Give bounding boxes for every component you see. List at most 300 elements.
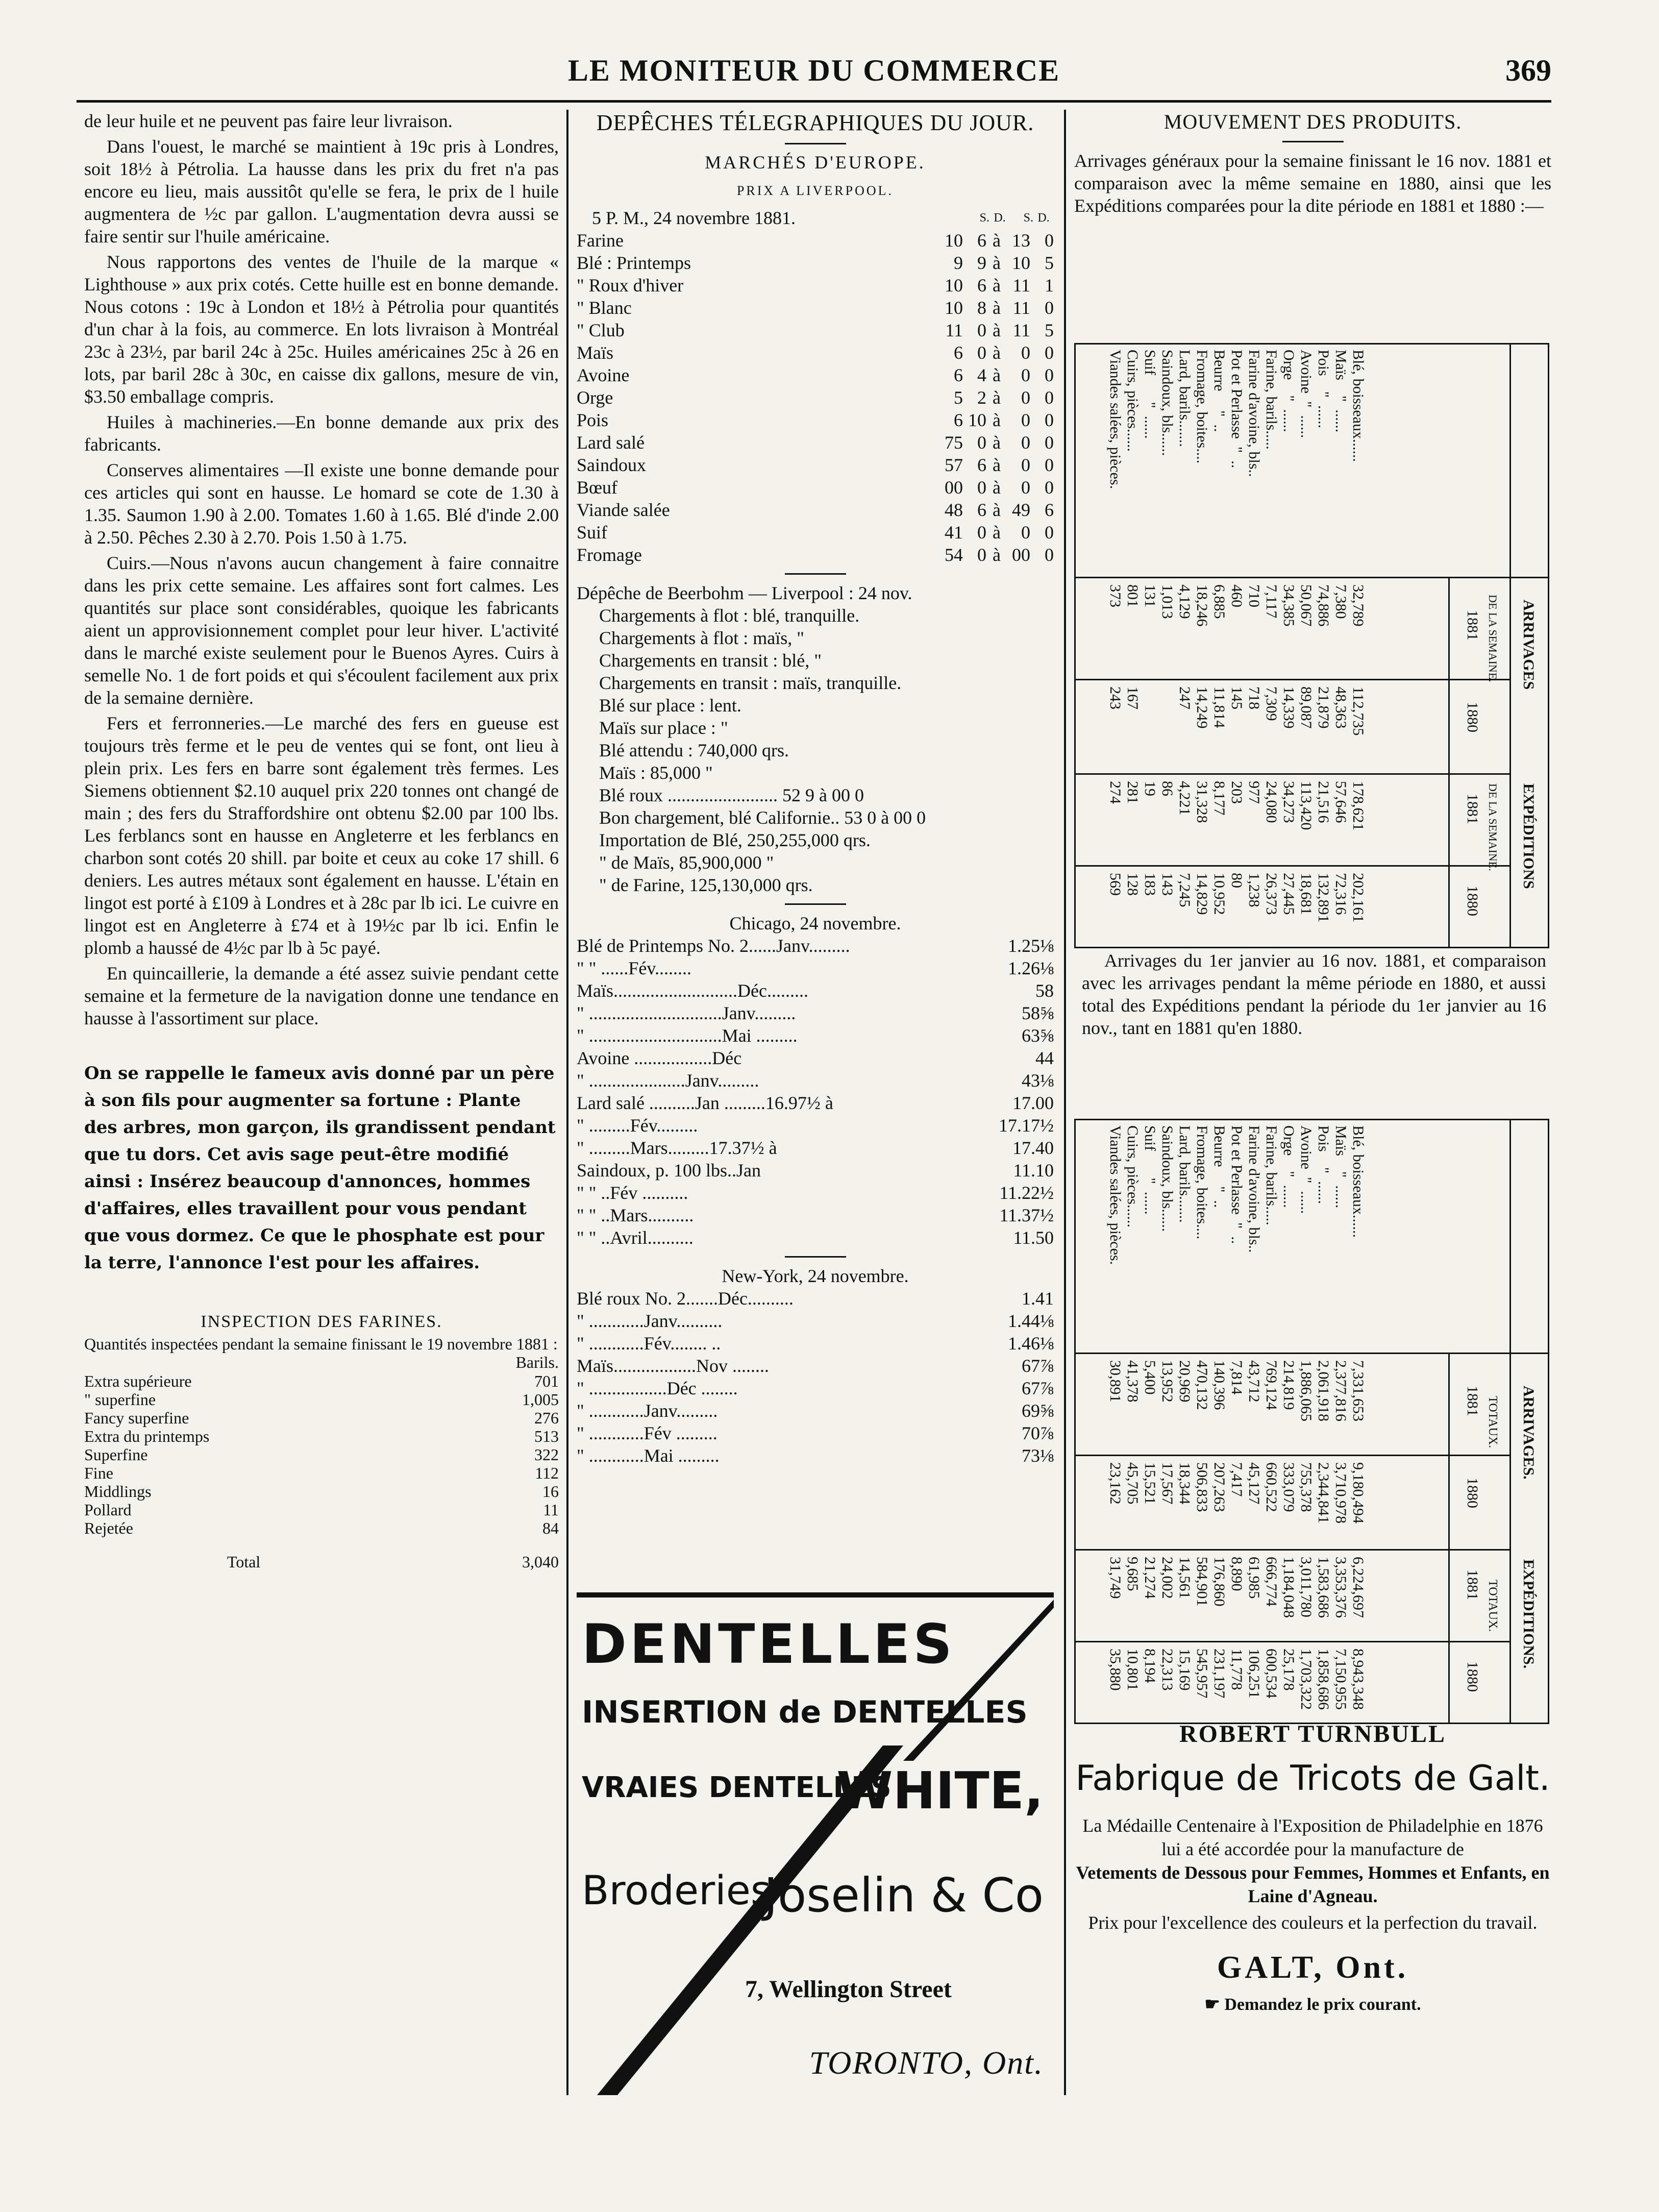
- price-row: [577, 1002, 1054, 1024]
- commodity: Farine: [577, 230, 624, 251]
- price-row: [577, 1204, 1054, 1226]
- group-sub: TOTAUX.: [1486, 1580, 1499, 1632]
- price: 11.37½: [999, 1205, 1054, 1225]
- price-s: 0: [1021, 522, 1030, 543]
- price: 70⅞: [1022, 1423, 1054, 1443]
- price: 58⅝: [1022, 1003, 1054, 1023]
- paragraph: de leur huile et ne peuvent pas faire leur livraison.: [84, 111, 453, 131]
- group-sub: DE LA SEMAINE.: [1487, 595, 1499, 682]
- price-row: [577, 1047, 1054, 1069]
- liverpool-prices: [577, 229, 1054, 566]
- flour-grade: Middlings: [84, 1482, 152, 1501]
- ad-price-list: ☛ Demandez le prix courant.: [1204, 1995, 1421, 2014]
- year-label: 1881: [1464, 1569, 1481, 1600]
- group-shipments: EXPÉDITIONS: [1520, 783, 1537, 889]
- barrels: 16: [542, 1482, 559, 1501]
- commodity: Bœuf: [577, 477, 617, 498]
- price: 11.22½: [999, 1183, 1054, 1203]
- contract: Blé de Printemps No. 2......Janv.........: [577, 936, 850, 956]
- flour-grade: Fine: [84, 1464, 113, 1482]
- column-left: [84, 110, 559, 1571]
- inspection-row: [84, 1372, 559, 1390]
- price-row: [577, 499, 1054, 521]
- dispatch-line: Chargements en transit : blé, ": [599, 650, 822, 671]
- group-sub: DE LA SEMAINE.: [1487, 783, 1499, 871]
- price-d: 1: [1045, 275, 1054, 296]
- ad-brand: WHITE,: [836, 1761, 1044, 1821]
- price-row: [577, 521, 1054, 544]
- price-d: 6: [977, 230, 986, 251]
- price: 67⅞: [1022, 1356, 1054, 1376]
- price-s: 0: [1021, 387, 1030, 408]
- price-d: 4: [977, 365, 986, 385]
- beerbohm-dispatch: [577, 604, 1054, 896]
- contract: " .............................Janv.........: [577, 1003, 796, 1023]
- price-row: [577, 364, 1054, 386]
- totals-intro: [1082, 949, 1546, 1042]
- price-s: 00: [945, 477, 963, 498]
- price-row: [577, 957, 1054, 979]
- price-s: 11: [1012, 320, 1030, 340]
- price-row: [577, 979, 1054, 1002]
- total-arrivals-1880: 9,180,494 3,710,978 2,344,841 755,378 333,079 660,522 45,127 7,417 207,263 506,833 18,344 17,567 15,521 45,705 23,162: [1107, 1462, 1367, 1523]
- grid-line: [1509, 1120, 1511, 1723]
- ad-address: 7, Wellington Street: [745, 1976, 952, 2003]
- price-row: [577, 454, 1054, 476]
- year-label: 1880: [1464, 886, 1481, 916]
- price-row: [577, 274, 1054, 297]
- price: 1.41: [1022, 1288, 1054, 1309]
- price: 69⅝: [1022, 1400, 1054, 1421]
- arrivals-1880: 112,735 48,363 21,879 89,087 14,339 7,309 718 145 11,814 14,249 247 167 243: [1107, 686, 1367, 736]
- price-row: [577, 409, 1054, 431]
- price-row: [577, 476, 1054, 499]
- price-row: [577, 1377, 1054, 1399]
- flour-grade: Superfine: [84, 1445, 148, 1464]
- price-d: 0: [1045, 298, 1054, 318]
- contract: " " ......Fév........: [577, 958, 692, 978]
- commodity: " Roux d'hiver: [577, 275, 684, 296]
- grid-line: [1076, 1353, 1548, 1354]
- price-row: [577, 1310, 1054, 1332]
- product-list: Blé, boisseaux...... Maïs " ...... Pois " ...... Avoine " ...... Orge " ...... Farine, barils..... Farine d'avoine, bls.. Pot et Perlasse " .. Beurre " .. Fromage, boites.... Lard, barils....... Saindoux, bls...... Suif " ...... Cuirs, pièces...... Viandes salées, pièces.: [1107, 350, 1367, 489]
- column-divider: [566, 110, 568, 2095]
- contract: " ............Fév .........: [577, 1423, 717, 1443]
- commodity: Fromage: [577, 545, 642, 565]
- price: 17.00: [1012, 1093, 1054, 1113]
- price-s: 0: [1021, 432, 1030, 453]
- grid-line: [1448, 577, 1450, 947]
- flour-grade: Extra du printemps: [84, 1427, 210, 1445]
- contract: Saindoux, p. 100 lbs..Jan: [577, 1160, 761, 1181]
- barrels: 112: [535, 1464, 559, 1482]
- ad-headline: DENTELLES: [582, 1613, 955, 1676]
- price-d: 0: [977, 477, 986, 498]
- price-s: 5: [954, 387, 963, 408]
- to-word: à: [993, 500, 1001, 520]
- rule: [785, 573, 846, 575]
- price-s: 10: [945, 230, 963, 251]
- dispatch-line: Blé roux ........................ 52 9 à 00 0: [599, 785, 864, 805]
- ad-paragraph: La Médaille Centenaire à l'Exposition de Philadelphie en 1876 lui a été accordée pour la manufacture de: [1082, 1815, 1543, 1859]
- price-d: 5: [1045, 253, 1054, 273]
- price-row: [577, 1399, 1054, 1422]
- price-d: 0: [1045, 432, 1054, 453]
- rule: [785, 1256, 846, 1258]
- total-label: Total: [227, 1553, 261, 1571]
- year-label: 1881: [1464, 794, 1481, 824]
- rule: [785, 143, 846, 144]
- price-s: 57: [945, 455, 963, 475]
- price-d: 0: [977, 320, 986, 340]
- price-d: 6: [977, 500, 986, 520]
- dispatch-line: Blé attendu : 740,000 qrs.: [599, 740, 789, 760]
- commodity: " Blanc: [577, 298, 632, 318]
- barrels: 11: [543, 1501, 559, 1519]
- price-s: 10: [945, 298, 963, 318]
- price-s: 6: [954, 342, 963, 363]
- price-s: 75: [945, 432, 963, 453]
- price-s: 00: [1012, 545, 1030, 565]
- flour-grade: Pollard: [84, 1501, 132, 1519]
- price: 11.10: [1013, 1160, 1054, 1181]
- contract: " ............Mai .........: [577, 1445, 720, 1466]
- turnbull-advertisement: [1074, 1720, 1551, 2014]
- price-row: [577, 1159, 1054, 1182]
- price-s: 11: [1012, 275, 1030, 296]
- contract: Avoine .................Déc: [577, 1048, 742, 1068]
- inspection-row: [84, 1519, 559, 1537]
- to-word: à: [993, 477, 1001, 498]
- contract: " ............Janv.........: [577, 1400, 718, 1421]
- price-s: 0: [1021, 477, 1030, 498]
- dispatch-line: " de Farine, 125,130,000 qrs.: [599, 875, 813, 895]
- column-middle: [577, 110, 1054, 1467]
- price-d: 8: [977, 298, 986, 318]
- dispatch-line: " de Maïs, 85,900,000 ": [599, 852, 774, 873]
- shipments-1881: 178,621 57,646 21,516 113,420 34,273 24,080 977 203 8,177 31,328 4,221 86 19 281 274: [1107, 781, 1367, 831]
- inspection-row: [84, 1390, 559, 1409]
- commodity: Suif: [577, 522, 608, 543]
- price-row: [577, 1226, 1054, 1249]
- price-d: 6: [977, 455, 986, 475]
- price-row: [577, 1069, 1054, 1092]
- price-d: 0: [977, 342, 986, 363]
- price: 1.26⅛: [1008, 958, 1054, 978]
- chicago-prices: [577, 935, 1054, 1249]
- inspection-row: [84, 1501, 559, 1519]
- contract: " ............Fév........ ..: [577, 1333, 721, 1354]
- commodity: Avoine: [577, 365, 630, 385]
- to-word: à: [993, 365, 1001, 385]
- price-s: 13: [1012, 230, 1030, 251]
- price-row: [577, 935, 1054, 957]
- price-d: 2: [977, 387, 986, 408]
- grid-line: [1448, 1353, 1450, 1723]
- ad-subtitle: Fabrique de Tricots de Galt.: [1075, 1758, 1550, 1799]
- commodity: Lard salé: [577, 432, 645, 453]
- contract: Blé roux No. 2.......Déc..........: [577, 1288, 794, 1309]
- col-d: D.: [1037, 211, 1050, 225]
- commodity: Maïs: [577, 342, 613, 363]
- to-word: à: [993, 432, 1001, 453]
- barrels: 513: [534, 1427, 559, 1445]
- year-label: 1881: [1464, 610, 1481, 641]
- flour-grade: " superfine: [84, 1390, 156, 1409]
- price-d: 0: [1045, 342, 1054, 363]
- contract: Maïs...........................Déc.........: [577, 980, 808, 1001]
- price: 43⅛: [1022, 1070, 1054, 1091]
- to-word: à: [993, 253, 1001, 273]
- price-s: 9: [954, 253, 963, 273]
- paragraph: Huiles à machineries.—En bonne demande aux prix des fabricants.: [84, 412, 559, 455]
- commodity: " Club: [577, 320, 625, 340]
- inspection-row: [84, 1464, 559, 1482]
- ad-town: GALT, Ont.: [1217, 1950, 1409, 1985]
- commodity: Viande salée: [577, 500, 670, 520]
- inspection-unit: Barils.: [515, 1353, 559, 1371]
- col-s: S.: [1023, 211, 1033, 225]
- grid-line: [1076, 679, 1509, 680]
- price-d: 0: [1045, 230, 1054, 251]
- year-label: 1880: [1464, 1478, 1481, 1508]
- dispatch-line: Maïs : 85,000 ": [599, 763, 713, 783]
- price-s: 0: [1021, 365, 1030, 385]
- ad-city: TORONTO, Ont.: [809, 2045, 1044, 2081]
- dispatch-line: Importation de Blé, 250,255,000 qrs.: [599, 830, 871, 850]
- chicago-title: Chicago, 24 novembre.: [729, 913, 901, 933]
- price-row: [577, 1114, 1054, 1137]
- dispatches-title: DEPÊCHES TÉLEGRAPHIQUES DU JOUR.: [596, 110, 1034, 135]
- newyork-prices: [577, 1287, 1054, 1467]
- price: 17.40: [1012, 1138, 1054, 1158]
- price: 11.50: [1013, 1227, 1054, 1248]
- price-row: [577, 1444, 1054, 1467]
- price-s: 10: [945, 275, 963, 296]
- page-number: 369: [1505, 54, 1551, 87]
- price-d: 0: [1045, 455, 1054, 475]
- grid-line: [1076, 1455, 1509, 1456]
- group-sub: TOTAUX.: [1486, 1396, 1499, 1448]
- ad-company: Joselin & Co: [763, 1868, 1044, 1923]
- price-s: 54: [945, 545, 963, 565]
- price-row: [577, 319, 1054, 341]
- price-row: [577, 1355, 1054, 1377]
- price-s: 49: [1012, 500, 1030, 520]
- price: 67⅞: [1022, 1378, 1054, 1398]
- total-arrivals-1881: 7,331,653 2,377,816 2,061,918 1,886,065 214,819 769,124 43,712 7,814 140,396 470,132 20,969 13,952 5,400 41,378 30,891: [1107, 1360, 1367, 1421]
- liverpool-date: 5 P. M., 24 novembre 1881.: [592, 208, 796, 228]
- price-d: 0: [977, 432, 986, 453]
- price: 58: [1035, 980, 1054, 1001]
- commodity: Pois: [577, 410, 609, 430]
- contract: " .........Fév.........: [577, 1115, 698, 1136]
- ad-line: VRAIES DENTELLES: [582, 1771, 892, 1804]
- shipments-1880: 202,161 72,316 132,891 18,681 27,445 26,373 1,238 80 10,952 14,829 7,245 143 183 128 569: [1107, 873, 1367, 923]
- flour-grade: Extra supérieure: [84, 1372, 192, 1390]
- liverpool-title: PRIX A LIVERPOOL.: [736, 183, 894, 198]
- price-d: 6: [977, 275, 986, 296]
- to-word: à: [993, 342, 1001, 363]
- contract: " " ..Avril..........: [577, 1227, 694, 1248]
- lace-advertisement: [577, 1592, 1054, 2095]
- contract: " .....................Janv.........: [577, 1070, 759, 1091]
- price-d: 0: [1045, 477, 1054, 498]
- commodity: Orge: [577, 387, 613, 408]
- paragraph: Dans l'ouest, le marché se maintient à 19c pris à Londres, soit 18½ à Pétrolia. La hausse dans les prix du fret n'a pas encore eu lieu, mais aussitôt qu'elle se fera, le prix de l huile augmentera de ½c par gallon. L'augmentation devra aussi se faire sentir sur l'huile américaine.: [84, 136, 559, 247]
- price-d: 0: [977, 545, 986, 565]
- grid-line: [1448, 1549, 1509, 1551]
- flour-grade: Fancy superfine: [84, 1409, 189, 1427]
- price-d: 6: [1045, 500, 1054, 520]
- advertising-notice: On se rappelle le fameux avis donné par un père à son fils pour augmenter sa fortune : Plante des arbres, mon garçon, ils grandissent pendant que tu dors. Cet avis sage peut-être modifié ainsi : Insérez beaucoup d'annonces, hommes d'affaires, elles travaillent pour vous pendant que vous dormez. Ce que le phosphate est pour la terre, l'annonce l'est pour les affaires.: [84, 1063, 556, 1273]
- products-title: MOUVEMENT DES PRODUITS.: [1163, 110, 1462, 133]
- price-row: [577, 1332, 1054, 1355]
- price: 17.17½: [999, 1115, 1054, 1136]
- price-s: 6: [954, 365, 963, 385]
- commodity: Saindoux: [577, 455, 647, 475]
- price-s: 10: [1012, 253, 1030, 273]
- price-row: [577, 1182, 1054, 1204]
- column-right: [1074, 110, 1551, 220]
- to-word: à: [993, 410, 1001, 430]
- price-d: 0: [1045, 545, 1054, 565]
- price-s: 0: [1021, 410, 1030, 430]
- to-word: à: [993, 522, 1001, 543]
- total-shipments-1880: 8,943,348 7,150,955 1,858,686 1,703,322 25,178 600,534 106,251 11,778 231,197 545,957 15,169 22,313 8,194 10,801 35,880: [1107, 1649, 1367, 1710]
- price-row: [577, 252, 1054, 274]
- weekly-movement-table: [1074, 343, 1549, 948]
- dispatch-line: Bon chargement, blé Californie.. 53 0 à 00 0: [599, 807, 926, 828]
- paragraph: En quincaillerie, la demande a été assez suivie pendant cette semaine et la fermeture de la navigation donne une tendance en hausse à l'assortiment sur place.: [84, 963, 559, 1028]
- grid-line: [1076, 773, 1509, 775]
- commodity: Blé : Printemps: [577, 253, 691, 273]
- europe-markets-title: MARCHÉS D'EUROPE.: [705, 152, 926, 173]
- price-s: 0: [1021, 342, 1030, 363]
- paragraph: Cuirs.—Nous n'avons aucun changement à faire connaitre dans les prix cette semaine. Les affaires sont fort calmes. Les quantités sur place sont considérables, quoique les fabricants aient un approvisionnement complet pour leur hiver. L'activité dans le marché existe seulement pour le Buenos Ayres. Cuirs à semelle No. 1 de fort poids et qui s'écoulent facilement aux prix de la semaine dernière.: [84, 553, 559, 708]
- price-s: 11: [945, 320, 963, 340]
- price-d: 0: [1045, 410, 1054, 430]
- price-row: [577, 1137, 1054, 1159]
- inspection-row: [84, 1409, 559, 1427]
- price-s: 0: [1021, 455, 1030, 475]
- price: 73⅛: [1022, 1445, 1054, 1466]
- liverpool-header: [577, 207, 1054, 229]
- paragraph: Conserves alimentaires —Il existe une bonne demande pour ces articles qui sont en hausse. Le homard se cote de 1.30 à 1.35. Saumon 1.90 à 2.00. Tomates 1.60 à 1.65. Blé d'inde 2.00 à 2.50. Pêches 2.30 à 2.70. Pois 1.50 à 1.75.: [84, 460, 559, 548]
- cumulative-movement-table: [1074, 1119, 1549, 1724]
- group-shipments: EXPÉDITIONS.: [1520, 1559, 1537, 1669]
- barrels: 701: [534, 1372, 559, 1390]
- contract: Lard salé ..........Jan .........16.97½ à: [577, 1093, 833, 1113]
- inspection-row: [84, 1427, 559, 1445]
- dispatch-line: Chargements en transit : maïs, tranquille.: [599, 673, 902, 693]
- price-row: [577, 1024, 1054, 1047]
- price-row: [577, 341, 1054, 364]
- group-arrivals: ARRIVAGES: [1520, 600, 1537, 690]
- inspection-title: INSPECTION DES FARINES.: [201, 1312, 442, 1331]
- arrivals-1881: 32,789 7,380 74,886 50,067 34,385 7,117 710 460 6,885 18,246 4,129 1,013 131 801 373: [1107, 584, 1367, 627]
- price-row: [577, 229, 1054, 252]
- barrels: 84: [542, 1519, 559, 1537]
- price: 63⅝: [1022, 1025, 1054, 1046]
- dispatch-line: Maïs sur place : ": [599, 718, 728, 738]
- contract: " .........Mars.........17.37½ à: [577, 1138, 777, 1158]
- price-s: 11: [1012, 298, 1030, 318]
- year-label: 1880: [1464, 702, 1481, 732]
- grid-line: [1076, 865, 1509, 867]
- price-d: 5: [1045, 320, 1054, 340]
- price: 1.25⅛: [1008, 936, 1054, 956]
- barrels: 322: [534, 1445, 559, 1464]
- to-word: à: [993, 455, 1001, 475]
- grid-line: [1076, 1641, 1509, 1642]
- paragraph: Arrivages du 1er janvier au 16 nov. 1881, et comparaison avec les arrivages pendant la même période en 1880, et aussi total des Expéditions pendant la période du 1er janvier au 16 nov., tant en 1881 qu'en 1880.: [1082, 950, 1546, 1038]
- col-s: S.: [979, 211, 989, 225]
- price-d: 9: [977, 253, 986, 273]
- barrels: 1,005: [522, 1390, 559, 1409]
- paragraph: Fers et ferronneries.—Le marché des fers en gueuse est toujours très ferme et le peu de ventes qui se font, ont lieu à plein prix. Les fers en barre sont également très fermes. Les Siemens obtiennent $2.10 auquel prix 220 tonnes ont changé de main ; des fers du Straffordshire ont obtenu $2.00 par 100 lbs. Les ferblancs sont en hausse en Angleterre et les ferblancs en charbon sont cotés 20 shill. par boite et ceux au coke 17 shill. 6 deniers. Les autres métaux sont également en hausse. L'étain en lingot est porté à £109 à Londres et à 28c par lb ici. Le cuivre en lingot est en Angleterre à £74 et à 19½c par lb ici. Enfin le plomb a haussé de 4½c par lb à 5c payé.: [84, 713, 559, 958]
- price-d: 0: [977, 522, 986, 543]
- total-shipments-1881: 6,224,697 3,353,376 1,583,686 3,011,780 1,184,048 666,774 61,985 8,890 176,860 584,901 14,561 24,002 21,274 9,685 31,749: [1107, 1557, 1367, 1618]
- contract: " " ..Fév ..........: [577, 1183, 688, 1203]
- price-d: 0: [1045, 365, 1054, 385]
- price: 1.46⅛: [1008, 1333, 1054, 1354]
- grid-line: [1076, 1549, 1509, 1551]
- to-word: à: [993, 298, 1001, 318]
- ad-line: INSERTION de DENTELLES: [582, 1694, 1028, 1730]
- flour-grade: Rejetée: [84, 1519, 133, 1537]
- rule: [1282, 141, 1344, 142]
- paragraph: Nous rapportons des ventes de l'huile de la marque « Lighthouse » aux prix cotés. Cette huille est en bonne demande. Nous cotons : 19c à London et 18½ à Pétrolia pour quantités d'un char à la fois, au commerce. En lots livraison à Montréal 23c à 23½, par baril 24c à 25c. Huiles américaines 25c à 26 en lots, par baril 28c à 30c, en caisse dix gallons, mesure de vin, $3.50 emballage compris.: [84, 252, 559, 407]
- to-word: à: [993, 320, 1001, 340]
- price-d: 10: [968, 410, 986, 430]
- year-label: 1881: [1464, 1386, 1481, 1416]
- price-row: [577, 431, 1054, 454]
- price: 44: [1035, 1048, 1054, 1068]
- price-s: 48: [945, 500, 963, 520]
- to-word: à: [993, 387, 1001, 408]
- price-row: [577, 1287, 1054, 1310]
- beerbohm-title: Dépêche de Beerbohm — Liverpool : 24 nov.: [577, 583, 912, 603]
- price-s: 41: [945, 522, 963, 543]
- dispatch-line: Chargements à flot : maïs, ": [599, 628, 804, 648]
- newyork-title: New-York, 24 novembre.: [722, 1266, 909, 1286]
- newspaper-title: LE MONITEUR DU COMMERCE: [567, 54, 1060, 87]
- barrels: 276: [534, 1409, 559, 1427]
- price-d: 0: [1045, 387, 1054, 408]
- grid-line: [1448, 773, 1509, 775]
- product-list: Blé, boisseaux...... Maïs " ...... Pois " ...... Avoine " ...... Orge " ...... Farine, barils..... Farine d'avoine, bls.. Pot et Perlasse " .. Beurre " .. Fromage, boites.... Lard, barils....... Saindoux, bls...... Suif " ...... Cuirs, pièces...... Viandes salées, pièces.: [1107, 1125, 1367, 1265]
- page-header: [77, 53, 1551, 99]
- header-rule: [77, 100, 1551, 103]
- price-s: 6: [954, 410, 963, 430]
- grid-line: [1509, 345, 1511, 947]
- inspection-row: [84, 1482, 559, 1501]
- flour-inspection: [84, 1312, 559, 1571]
- price: 1.44⅛: [1008, 1311, 1054, 1331]
- contract: " .............................Mai .........: [577, 1025, 798, 1046]
- ad-line: Broderies: [582, 1868, 772, 1914]
- total-value: 3,040: [522, 1553, 559, 1571]
- group-arrivals: ARRIVAGES.: [1520, 1386, 1537, 1480]
- to-word: à: [993, 275, 1001, 296]
- dispatch-line: Blé sur place : lent.: [599, 695, 741, 716]
- inspection-row: [84, 1445, 559, 1464]
- contract: " " ..Mars..........: [577, 1205, 694, 1225]
- contract: " ............Janv..........: [577, 1311, 723, 1331]
- contract: " .................Déc ........: [577, 1378, 738, 1398]
- ad-paragraph: Prix pour l'excellence des couleurs et la perfection du travail.: [1088, 1912, 1538, 1933]
